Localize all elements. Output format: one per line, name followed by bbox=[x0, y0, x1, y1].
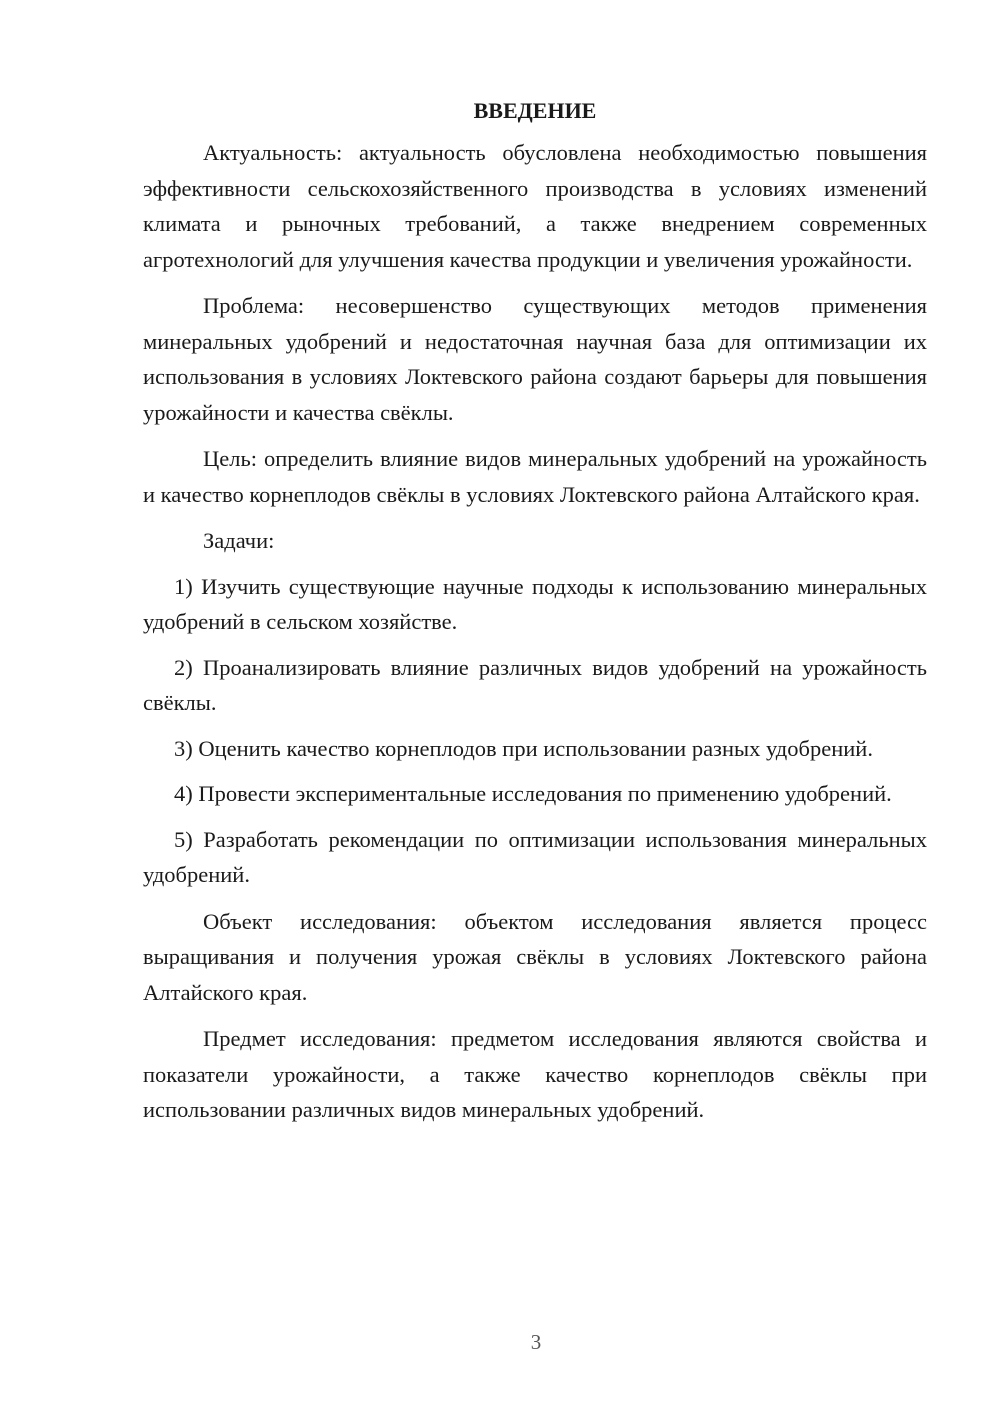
tasks-label: Задачи: bbox=[203, 528, 275, 553]
object-paragraph: Объект исследования: объектом исследования является процесс выращивания и получения урожая свёклы в условиях Локтевского района Алтайского края. bbox=[143, 908, 927, 1005]
subject-paragraph: Предмет исследования: предметом исследования являются свойства и показатели урожайности, а также качество корнеплодов свёклы при использовании различных видов минеральных удобрений. bbox=[143, 1026, 927, 1122]
list-item: 4) Провести экспериментальные исследования по применению удобрений. bbox=[174, 781, 892, 806]
relevance-paragraph: Актуальность: актуальность обусловлена необходимостью повышения эффективности сельскохозяйственного производства в условиях изменений климата и рыночных требований, а также внедрением современных агротехнологий для улучшения качества продукции и увеличения урожайности. bbox=[143, 140, 927, 272]
list-item: 2) Проанализировать влияние различных видов удобрений на урожайность свёклы. bbox=[143, 654, 927, 715]
list-item: 3) Оценить качество корнеплодов при использовании разных удобрений. bbox=[174, 735, 873, 761]
document-body bbox=[143, 93, 927, 1128]
goal-paragraph: Цель: определить влияние видов минеральных удобрений на урожайность и качество корнеплодов свёклы в условиях Локтевского района Алтайского края. bbox=[143, 446, 927, 507]
list-item: 1) Изучить существующие научные подходы к использованию минеральных удобрений в сельском хозяйстве. bbox=[143, 573, 927, 634]
problem-paragraph: Проблема: несовершенство существующих методов применения минеральных удобрений и недостаточная научная база для оптимизации их использования в условиях Локтевского района создают барьеры для повышения урожайности и качества свёклы. bbox=[143, 293, 927, 425]
list-item: 5) Разработать рекомендации по оптимизации использования минеральных удобрений. bbox=[143, 826, 927, 887]
tasks-list bbox=[143, 569, 927, 893]
section-heading: ВВЕДЕНИЕ bbox=[473, 98, 597, 123]
page-number: 3 bbox=[530, 1330, 542, 1354]
